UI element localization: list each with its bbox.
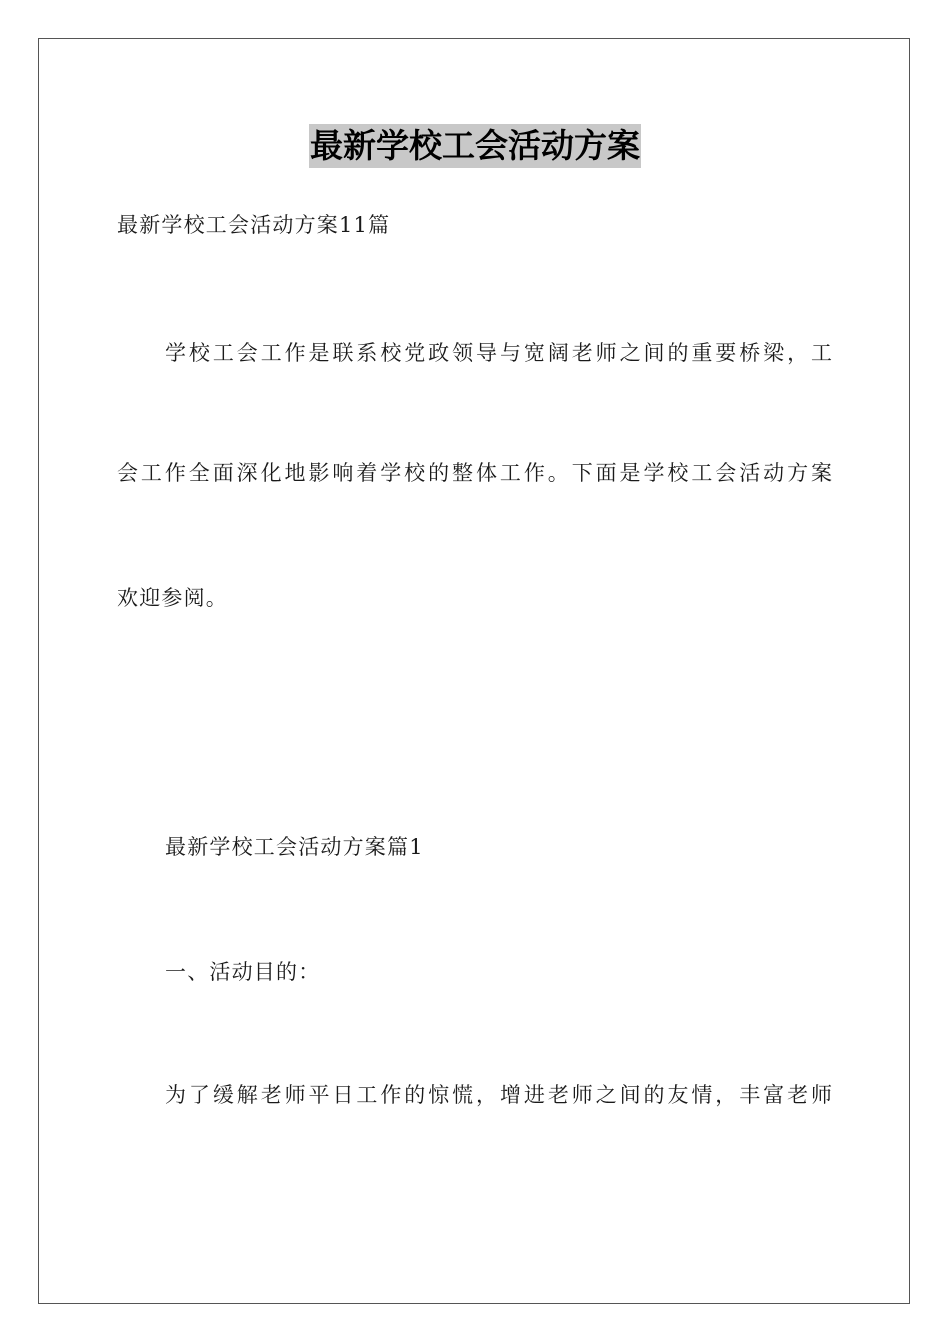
- intro-line-3: 欢迎参阅。: [117, 586, 228, 610]
- title-container: [0, 124, 950, 168]
- intro-line-2: 会工作全面深化地影响着学校的整体工作。下面是学校工会活动方案: [117, 461, 832, 485]
- document-subtitle: 最新学校工会活动方案11篇: [117, 213, 391, 237]
- intro-line-1: 学校工会工作是联系校党政领导与宽阔老师之间的重要桥梁，工: [165, 341, 832, 365]
- section-heading: 最新学校工会活动方案篇1: [165, 835, 424, 859]
- body-line-1: 为了缓解老师平日工作的惊慌，增进老师之间的友情，丰富老师: [165, 1083, 832, 1107]
- item-heading: 一、活动目的：: [165, 960, 321, 984]
- document-title: 最新学校工会活动方案: [309, 124, 641, 168]
